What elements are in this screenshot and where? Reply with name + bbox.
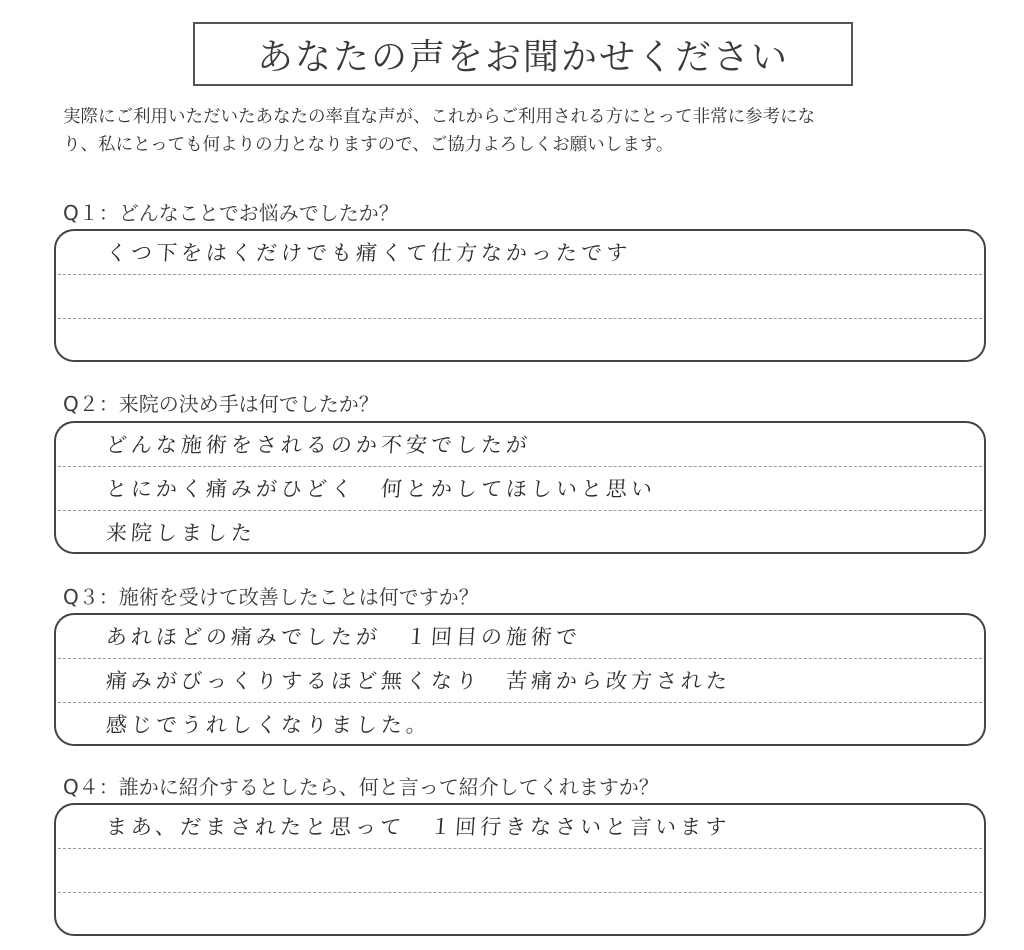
answer-4-line-1: まあ、だまされたと思って １回行きなさいと言います <box>105 815 731 839</box>
answer-2-line-3: 来院しました <box>105 521 257 545</box>
answer-rule <box>58 702 982 703</box>
answer-3-line-2: 痛みがびっくりするほど無くなり 苦痛から改方された <box>105 669 732 693</box>
answer-rule <box>58 274 982 275</box>
page-title: あなたの声をお聞かせください <box>193 22 853 86</box>
question-2-label: Q２：来院の決め手は何でしたか？ <box>63 392 379 416</box>
answer-rule <box>58 510 982 511</box>
answer-rule <box>58 318 982 319</box>
question-1-label: Q１：どんなことでお悩みでしたか？ <box>63 201 399 225</box>
intro-text <box>63 103 993 159</box>
answer-rule <box>58 658 982 659</box>
intro-line-2: り、私にとっても何よりの力となりますので、ご協力よろしくお願いします。 <box>63 135 674 155</box>
answer-box-3 <box>54 613 986 746</box>
answer-1-line-1: くつ下をはくだけでも痛くて仕方なかったです <box>105 241 632 265</box>
answer-box-1 <box>54 229 986 362</box>
question-3-label: Q３：施術を受けて改善したことは何ですか？ <box>63 585 479 609</box>
intro-line-1: 実際にご利用いただいたあなたの率直な声が、これからご利用される方にとって非常に参考にな <box>63 107 816 127</box>
answer-rule <box>58 848 982 849</box>
answer-rule <box>58 892 982 893</box>
answer-2-line-2: とにかく痛みがひどく 何とかしてほしいと思い <box>105 477 657 501</box>
answer-2-line-1: どんな施術をされるのか不安でしたが <box>105 433 532 457</box>
answer-rule <box>58 466 982 467</box>
answer-box-4 <box>54 803 986 936</box>
answer-3-line-3: 感じでうれしくなりました。 <box>105 713 432 737</box>
question-4-label: Q４：誰かに紹介するとしたら、何と言って紹介してくれますか？ <box>63 775 659 799</box>
answer-box-2 <box>54 421 986 554</box>
answer-3-line-1: あれほどの痛みでしたが １回目の施術で <box>105 625 582 649</box>
